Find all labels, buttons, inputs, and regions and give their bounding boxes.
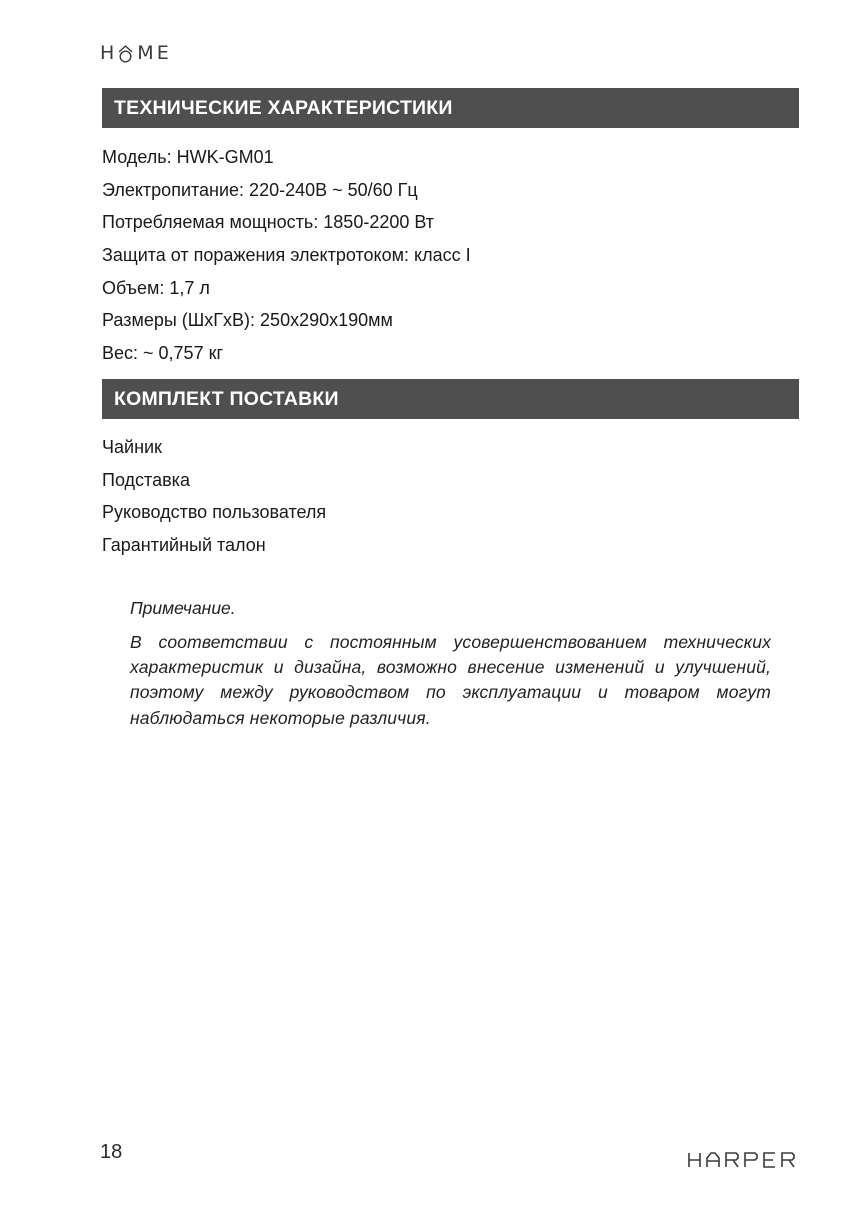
kit-item: Чайник [102,437,162,457]
spec-list [102,141,471,370]
house-icon [117,44,134,63]
spec-item: Электропитание: 220-240В ~ 50/60 Гц [102,179,418,200]
spec-item: Объем: 1,7 л [102,277,210,298]
kit-item: Гарантийный талон [102,535,266,556]
spec-item: Потребляемая мощность: 1850-2200 Вт [102,212,435,233]
home-logo-suffix: ME [137,42,172,64]
kit-list [102,431,326,562]
note-title: Примечание. [130,598,236,618]
home-logo-prefix: H [100,42,118,64]
spec-item: Защита от поражения электротоком: класс I [102,245,471,266]
harper-logo [688,1152,800,1168]
section-header-kit: КОМПЛЕКТ ПОСТАВКИ [102,379,799,419]
spec-item: Размеры (ШхГхВ): 250x290x190мм [102,310,393,331]
kit-item: Руководство пользователя [102,502,327,523]
page-number: 18 [100,1141,123,1163]
note-body: В соответствии с постоянным усовершенствованием технических характеристик и дизайна, возможно внесение изменений и улучшений, поэтому между руководством по эксплуатации и товаром могут наблюдаться некоторые различия. [130,632,771,728]
kit-item: Подставка [102,469,190,490]
section-header-specs: ТЕХНИЧЕСКИЕ ХАРАКТЕРИСТИКИ [102,88,799,128]
spec-item: Модель: HWK-GM01 [102,147,274,167]
home-logo [100,42,172,64]
spec-item: Вес: ~ 0,757 кг [102,343,224,364]
